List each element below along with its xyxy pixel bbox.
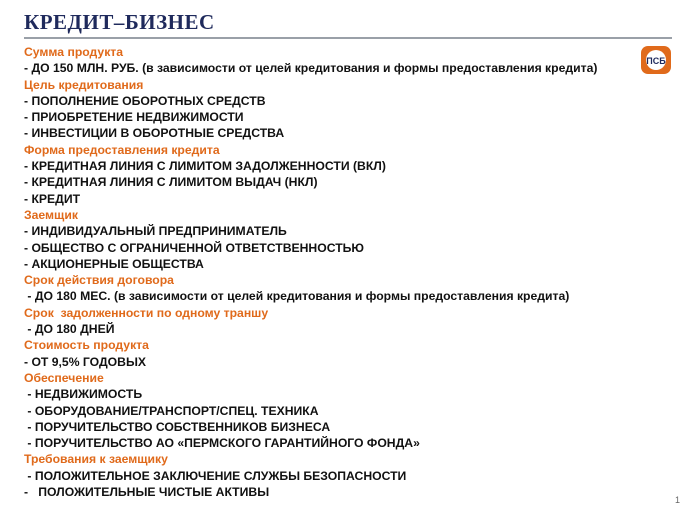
list-item: - ПОЛОЖИТЕЛЬНОЕ ЗАКЛЮЧЕНИЕ СЛУЖБЫ БЕЗОПАСНОСТИ [24,468,407,483]
list-item: - КРЕДИТНАЯ ЛИНИЯ С ЛИМИТОМ ВЫДАЧ (НКЛ) [24,175,318,190]
page-title: КРЕДИТ–БИЗНЕС [24,10,215,34]
list-item: - ОТ 9,5% ГОДОВЫХ [24,354,147,369]
list-item: - ДО 180 МЕС. (в зависимости от целей кредитования и формы предоставления кредита) [24,289,570,304]
section-heading: Цель кредитования [24,77,144,92]
list-item: - ПОПОЛНЕНИЕ ОБОРОТНЫХ СРЕДСТВ [24,93,266,108]
bank-logo-icon [640,45,672,75]
list-item: - ПОРУЧИТЕЛЬСТВО СОБСТВЕННИКОВ БИЗНЕСА [24,419,331,434]
section-heading: Сумма продукта [24,45,124,59]
list-item: - ДО 180 ДНЕЙ [24,322,115,337]
product-details [24,44,634,500]
list-item: - ПРИОБРЕТЕНИЕ НЕДВИЖИМОСТИ [24,110,244,125]
bank-logo [640,45,672,75]
list-item: - ОБЩЕСТВО С ОГРАНИЧЕННОЙ ОТВЕТСТВЕННОСТЬЮ [24,240,364,255]
section-heading: Заемщик [24,207,78,222]
section-heading: Форма предоставления кредита [24,142,220,157]
section-heading: Обеспечение [24,370,104,385]
section-heading: Срок действия договора [24,273,174,288]
section-heading: Стоимость продукта [24,338,149,353]
list-item: - НЕДВИЖИМОСТЬ [24,387,143,402]
title-divider [24,37,672,39]
page-number: 1 [674,495,680,505]
list-item: - КРЕДИТНАЯ ЛИНИЯ С ЛИМИТОМ ЗАДОЛЖЕННОСТИ (ВКЛ) [24,159,386,174]
list-item: - КРЕДИТ [24,191,81,206]
list-item: - ИНВЕСТИЦИИ В ОБОРОТНЫЕ СРЕДСТВА [24,126,285,141]
bank-logo-text: ПСБ [646,56,666,66]
list-item: - ПОЛОЖИТЕЛЬНЫЕ ЧИСТЫЕ АКТИВЫ [24,485,270,500]
section-heading: Требования к заемщику [24,452,168,467]
section-heading: Срок задолженности по одному траншу [24,305,269,320]
list-item: - ДО 150 МЛН. РУБ. (в зависимости от целей кредитования и формы предоставления кредита) [24,61,598,76]
list-item: - ИНДИВИДУАЛЬНЫЙ ПРЕДПРИНИМАТЕЛЬ [24,224,287,239]
list-item: - ОБОРУДОВАНИЕ/ТРАНСПОРТ/СПЕЦ. ТЕХНИКА [24,403,319,418]
list-item: - АКЦИОНЕРНЫЕ ОБЩЕСТВА [24,256,204,271]
list-item: - ПОРУЧИТЕЛЬСТВО АО «ПЕРМСКОГО ГАРАНТИЙНОГО ФОНДА» [24,436,420,451]
